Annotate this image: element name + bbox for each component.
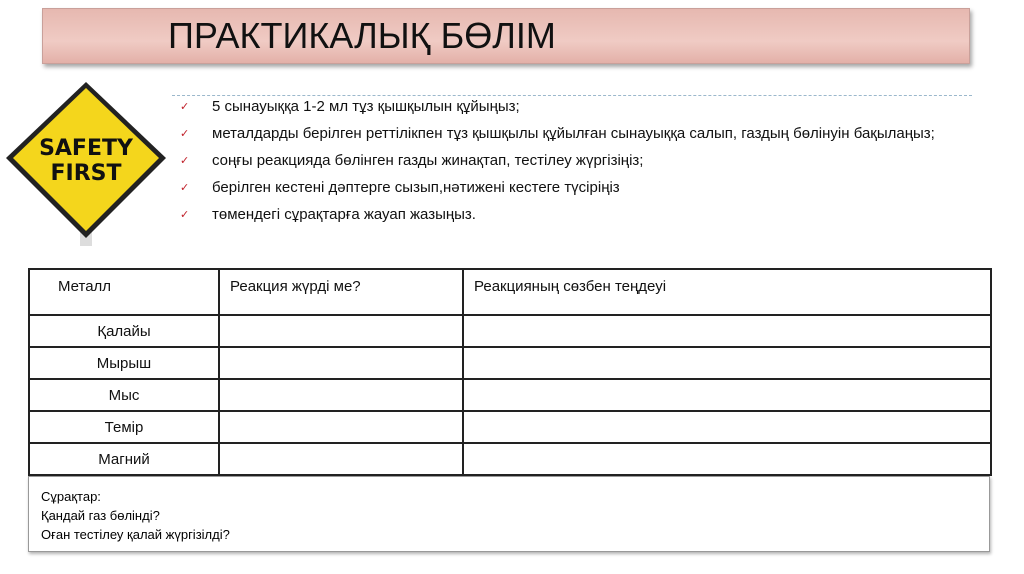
check-icon: ✓	[180, 128, 190, 140]
questions-box	[28, 476, 990, 552]
check-icon: ✓	[180, 182, 190, 194]
results-table	[28, 268, 992, 476]
sign-line2: FIRST	[50, 161, 122, 186]
equation-cell[interactable]	[463, 443, 991, 475]
list-item	[180, 179, 980, 197]
title-bar	[42, 8, 970, 64]
instruction-text: 5 сынауыққа 1-2 мл тұз қышқылын құйыңыз;	[212, 98, 520, 115]
divider	[172, 95, 972, 96]
instruction-text: металдарды берілген реттілікпен тұз қышқылы құйылған сынауыққа салып, газдың бөлінуін бақылаңыз;	[212, 125, 935, 142]
instruction-text: берілген кестені дәптерге сызып,нәтижені кестеге түсіріңіз	[212, 179, 620, 196]
list-item	[180, 125, 980, 143]
question: Оған тестілеу қалай жүргізілді?	[41, 527, 230, 542]
metal-cell: Магний	[29, 443, 219, 475]
reaction-cell[interactable]	[219, 315, 463, 347]
table-row	[29, 379, 991, 411]
check-icon: ✓	[180, 155, 190, 167]
table-row	[29, 443, 991, 475]
table-row	[29, 347, 991, 379]
equation-cell[interactable]	[463, 411, 991, 443]
table-header-row	[29, 269, 991, 315]
sign-line1: SAFETY	[39, 136, 133, 161]
reaction-cell[interactable]	[219, 347, 463, 379]
list-item	[180, 98, 980, 116]
table-row	[29, 315, 991, 347]
metal-cell: Темір	[29, 411, 219, 443]
list-item	[180, 152, 980, 170]
instruction-list	[180, 98, 980, 233]
reaction-cell[interactable]	[219, 379, 463, 411]
check-icon: ✓	[180, 101, 190, 113]
metal-cell: Мырыш	[29, 347, 219, 379]
header-reaction: Реакция жүрді ме?	[219, 269, 463, 315]
header-equation: Реакцияның сөзбен теңдеуі	[463, 269, 991, 315]
equation-cell[interactable]	[463, 379, 991, 411]
reaction-cell[interactable]	[219, 411, 463, 443]
reaction-cell[interactable]	[219, 443, 463, 475]
question: Қандай газ бөлінді?	[41, 508, 160, 523]
list-item	[180, 206, 980, 224]
metal-cell: Қалайы	[29, 315, 219, 347]
equation-cell[interactable]	[463, 347, 991, 379]
page-title: ПРАКТИКАЛЫҚ БӨЛІМ	[168, 15, 556, 56]
check-icon: ✓	[180, 209, 190, 221]
instruction-text: соңғы реакцияда бөлінген газды жинақтап, тестілеу жүргізіңіз;	[212, 152, 644, 169]
equation-cell[interactable]	[463, 315, 991, 347]
metal-cell: Мыс	[29, 379, 219, 411]
table-row	[29, 411, 991, 443]
header-metal: Металл	[29, 269, 219, 315]
questions-heading: Сұрақтар:	[41, 489, 101, 504]
safety-first-sign	[4, 80, 169, 250]
instruction-text: төмендегі сұрақтарға жауап жазыңыз.	[212, 206, 476, 223]
